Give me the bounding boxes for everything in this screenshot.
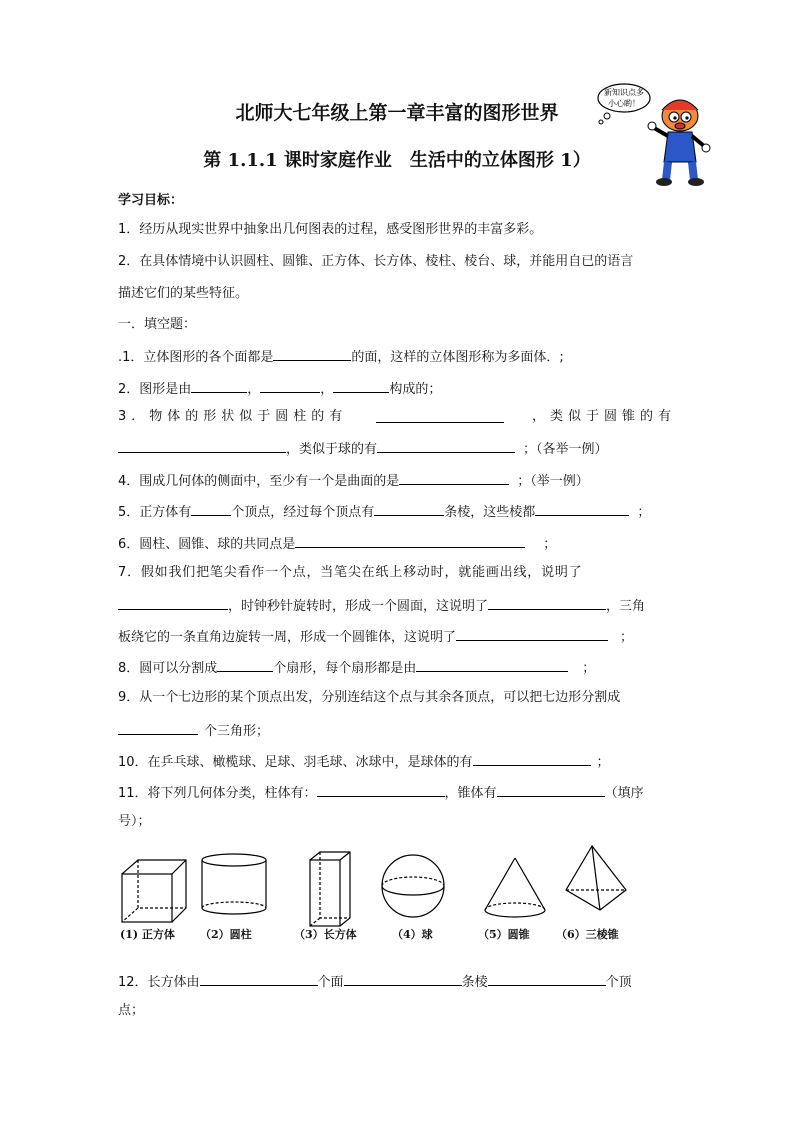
- section-heading: 一．填空题：: [118, 317, 197, 332]
- cone-figure: [482, 856, 548, 920]
- answer-blank[interactable]: [399, 470, 509, 485]
- goal-2b: 描述它们的某些特征。: [118, 286, 249, 301]
- question-10: 10．在乒乓球、橄榄球、足球、羽毛球、冰球中，是球体的有 ；: [118, 751, 610, 772]
- shape-label-1: (1) 正方体: [120, 928, 175, 941]
- badge-text-2: 小心喲！: [608, 99, 640, 108]
- page-title: 北师大七年级上第一章丰富的图形世界: [235, 102, 559, 124]
- question-8: 8．圆可以分割成 个扇形，每个扇形都是由 ；: [118, 657, 595, 678]
- question-12: 12．长方体由 个面 条棱 个顶: [118, 971, 632, 992]
- answer-blank[interactable]: [333, 378, 389, 393]
- goal-1: 1．经历从现实世界中抽象出几何图表的过程，感受图形世界的丰富多彩。: [118, 222, 543, 237]
- answer-blank[interactable]: [217, 657, 273, 672]
- answer-blank[interactable]: [118, 720, 198, 735]
- question-7-cont: ，时钟秒针旋转时，形成一个圆面，这说明了 ，三角: [118, 595, 645, 616]
- shape-label-4: （4）球: [392, 928, 433, 941]
- goal-2a: 2．在具体情境中认识圆柱、圆锥、正方体、长方体、棱柱、棱台、球，并能用自已的语言: [118, 254, 634, 269]
- goals-heading: 学习目标：: [118, 193, 184, 208]
- badge-text-1: 新知识点多: [604, 88, 644, 97]
- shape-label-2: （2）圆柱: [200, 928, 252, 941]
- answer-blank[interactable]: [191, 378, 247, 393]
- answer-blank[interactable]: [118, 595, 228, 610]
- question-3-cont: ，类似于球的有 ；（各举一例）: [118, 438, 608, 459]
- question-9-cont: 个三角形；: [118, 720, 269, 741]
- question-3: 3．物体的形状似于圆柱的有 ，类似于圆锥的有: [118, 409, 676, 424]
- answer-blank[interactable]: [118, 438, 286, 453]
- answer-blank[interactable]: [317, 782, 445, 797]
- answer-blank[interactable]: [416, 657, 568, 672]
- answer-blank[interactable]: [344, 971, 462, 986]
- answer-blank[interactable]: [377, 438, 515, 453]
- triangular-pyramid-figure: [562, 844, 632, 914]
- answer-blank[interactable]: [376, 408, 504, 423]
- shape-label-5: （5）圆锥: [478, 928, 530, 941]
- question-9: 9．从一个七边形的某个顶点出发，分别连结这个点与其余各顶点，可以把七边形分割成: [118, 690, 621, 705]
- cuboid-figure: [308, 850, 354, 930]
- page-subtitle: 第 1.1.1 课时家庭作业 生活中的立体图形 1）: [203, 150, 591, 171]
- question-2: 2．图形是由 ， ， 构成的；: [118, 378, 441, 399]
- question-4: 4．围成几何体的侧面中，至少有一个是曲面的是 ；（举一例）: [118, 470, 589, 491]
- answer-blank[interactable]: [260, 378, 320, 393]
- shape-label-6: （6）三棱锥: [556, 928, 619, 941]
- cylinder-figure: [200, 852, 270, 922]
- answer-blank[interactable]: [273, 346, 351, 361]
- answer-blank[interactable]: [535, 501, 629, 516]
- question-1: .1．立体图形的各个面都是 的面，这样的立体图形称为多面体．;: [118, 346, 564, 367]
- answer-blank[interactable]: [191, 501, 231, 516]
- question-7: 7．假如我们把笔尖看作一个点，当笔尖在纸上移动时，就能画出线，说明了: [118, 565, 583, 580]
- answer-blank[interactable]: [473, 751, 591, 766]
- sphere-figure: [380, 853, 446, 919]
- answer-blank[interactable]: [295, 533, 525, 548]
- answer-blank[interactable]: [488, 971, 606, 986]
- shape-label-3: （3）长方体: [294, 928, 357, 941]
- question-11: 11．将下列几何体分类，柱体有： ，锥体有 （填序: [118, 782, 644, 803]
- answer-blank[interactable]: [488, 595, 606, 610]
- question-12-cont: 点；: [118, 1003, 145, 1018]
- cartoon-mascot-icon: [592, 80, 722, 190]
- answer-blank[interactable]: [200, 971, 318, 986]
- question-6: 6．圆柱、圆锥、球的共同点是 ；: [118, 533, 556, 554]
- answer-blank[interactable]: [497, 782, 605, 797]
- question-11-cont: 号）；: [118, 814, 151, 829]
- answer-blank[interactable]: [456, 626, 608, 641]
- answer-blank[interactable]: [374, 501, 444, 516]
- question-5: 5．正方体有 个顶点，经过每个顶点有 条棱，这些棱都 ；: [118, 501, 650, 522]
- question-7-cont2: 板绕它的一条直角边旋转一周，形成一个圆锥体，这说明了 ；: [118, 626, 633, 647]
- cube-figure: [120, 858, 190, 928]
